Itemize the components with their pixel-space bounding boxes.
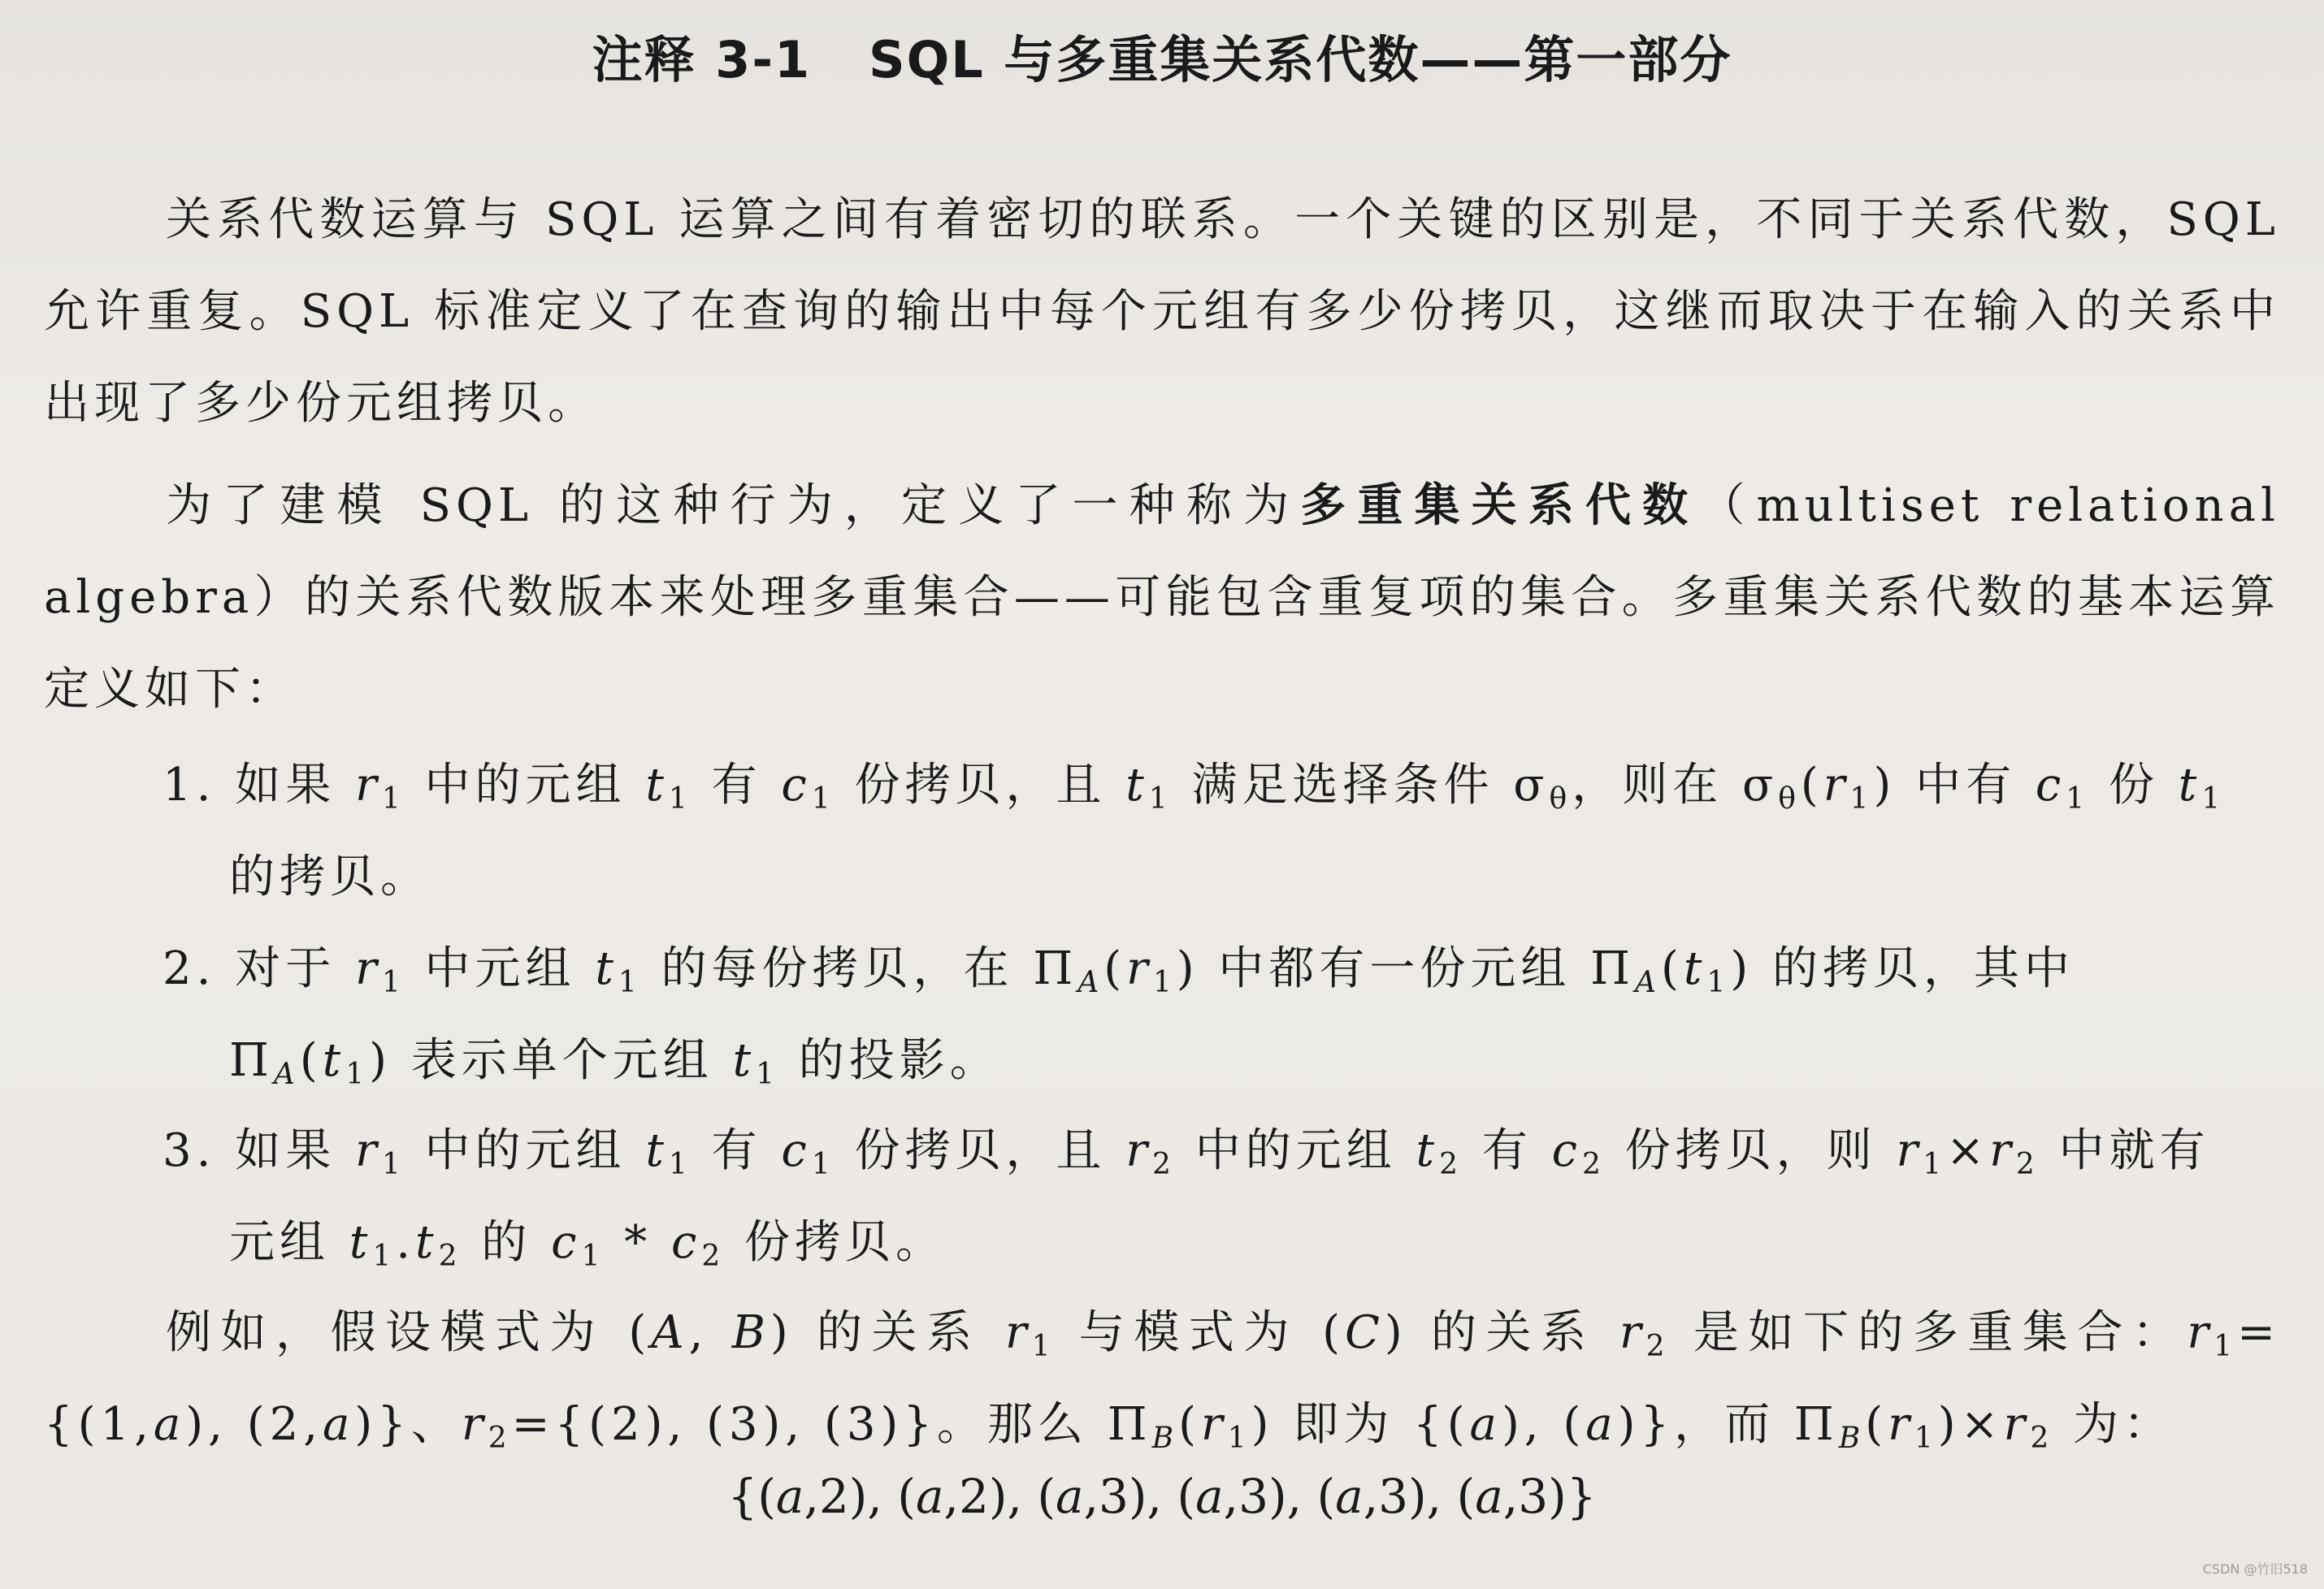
example-paragraph: 例如，假设模式为 (A, B) 的关系 $r_1$ 与模式为 (C) 的关系 $r_2$ 是如下的多重集合：$r_1=\{(1,a)$, (2,a)}、$r_2=\{(2)$, (3), (3)}。那么 $\Pi_B(r_1)$ 即为 {(a), (a)}，而 $\Pi_B(r_1)\times r_2$ 为： <box>44 1306 2280 1455</box>
watermark: CSDN @竹旧518 <box>2202 1561 2308 1577</box>
paragraph-2: 为了建模 SQL 的这种行为，定义了一种称为多重集关系代数（multiset relational algebra）的关系代数版本来处理多重集合——可能包含重复项的集合。多重集关系代数的基本运算定义如下： <box>44 478 2281 716</box>
list-item-3: 3. 如果 $r_1$ 中的元组 $t_1$ 有 $c_1$ 份拷贝，且 $r_2$ 中的元组 $t_2$ 有 $c_2$ 份拷贝，则 $r_1\times r_2$ 中就有 元组 $t_1.t_2$ 的 $c_1 * c_2$ 份拷贝。 <box>163 1124 2210 1273</box>
result-set: {(a,2), (a,2), (a,3), (a,3), (a,3), (a,3)} <box>727 1469 1597 1524</box>
page-title: 注释 3-1 SQL 与多重集关系代数——第一部分 <box>592 30 1732 89</box>
list-item-1: 1. 如果 $r_1$ 中的元组 $t_1$ 有 $c_1$ 份拷贝，且 $t_1$ 满足选择条件 $\sigma_\theta$，则在 $\sigma_\theta(r_1)$ 中有 $c_1$ 份 $t_1$ 的拷贝。 <box>163 759 2226 903</box>
list-item-2: 2. 对于 $r_1$ 中元组 $t_1$ 的每份拷贝，在 $\Pi_A(r_1)$ 中都有一份元组 $\Pi_A(t_1)$ 的拷贝，其中 $\Pi_A(t_1)$ 表示单个元组 $t_1$ 的投影。 <box>163 942 2075 1091</box>
paragraph-1: 关系代数运算与 SQL 运算之间有着密切的联系。一个关键的区别是，不同于关系代数，SQL 允许重复。SQL 标准定义了在查询的输出中每个元组有多少份拷贝，这继而取决于在输入的关系中出现了多少份元组拷贝。 <box>44 193 2280 430</box>
